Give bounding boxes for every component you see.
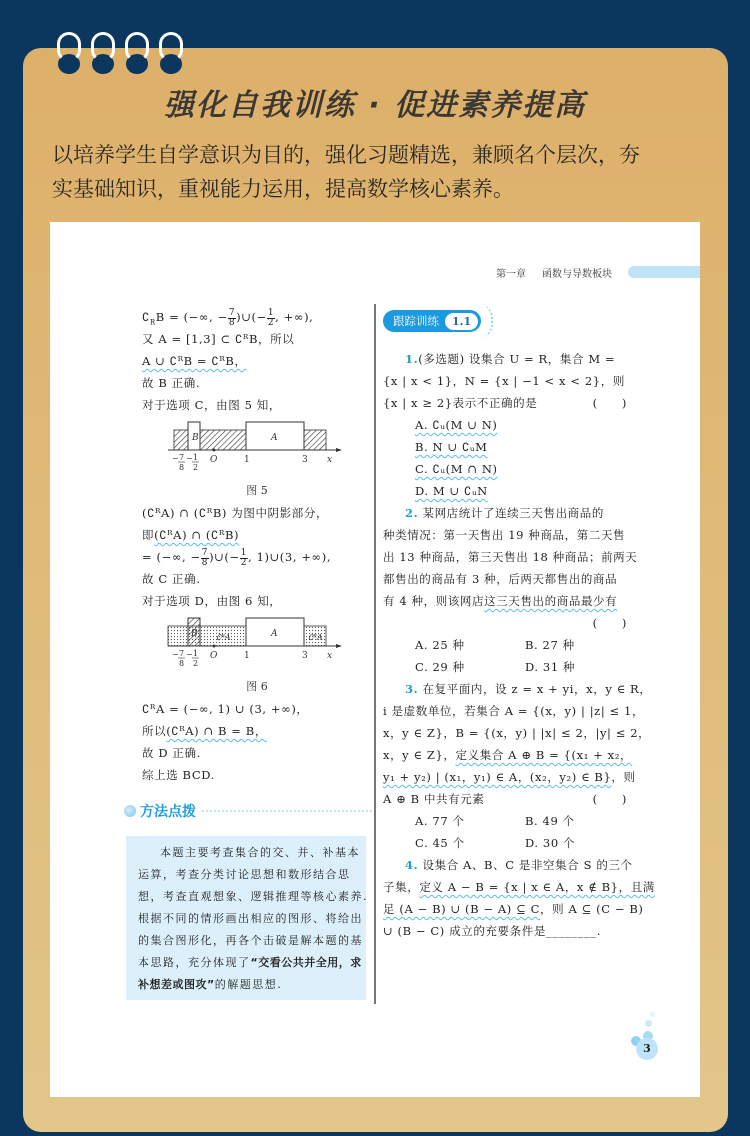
tick-label: 1 xyxy=(244,651,250,661)
chapter-label: 第一章 xyxy=(496,268,526,280)
solution-line: A ∪ ∁ᴿB = ∁ᴿB， xyxy=(142,354,247,368)
question-line: y₁ + y₂) | (x₁，y₁) ∈ A，(x₂，y₂) ∈ B}，则 xyxy=(383,770,636,784)
question-1 xyxy=(383,348,635,502)
answer-option: D. 30 个 xyxy=(525,836,576,850)
question-line: 4. 设集合 A、B、C 是非空集合 S 的三个 xyxy=(405,858,633,872)
ring-icon xyxy=(91,30,115,74)
svg-text:−: − xyxy=(186,650,193,659)
solution-line: 对于选项 C，由图 5 知， xyxy=(142,398,281,412)
answer-option: C. ∁ᵤ(M ∩ N) xyxy=(415,462,498,476)
question-line: ( ) xyxy=(592,616,627,630)
answer-option: C. 45 个 xyxy=(415,836,465,850)
solution-line: (∁ᴿA) ∩ (∁ᴿB) 为图中阴影部分， xyxy=(142,506,329,520)
solution-line: 对于选项 D，由图 6 知， xyxy=(142,594,282,608)
question-line: 种类情况：第一天售出 19 种商品，第二天售 xyxy=(383,528,626,542)
tick-label: 7 xyxy=(179,649,185,658)
complement-a-label: ∁ᴿA xyxy=(216,633,231,642)
badge-label: 跟踪训练 xyxy=(393,314,439,328)
answer-option: A. 25 种 xyxy=(415,638,465,652)
solution-line: 综上选 BCD. xyxy=(142,768,215,782)
binder-rings xyxy=(57,30,187,76)
set-a-label: A xyxy=(271,629,278,639)
book-page xyxy=(50,222,700,1097)
figure-6-caption: 图 6 xyxy=(246,680,268,693)
column-divider xyxy=(374,304,376,1004)
set-a-label: A xyxy=(271,433,278,443)
method-section-title xyxy=(124,796,372,826)
axis-label: x xyxy=(327,455,333,465)
running-head xyxy=(496,264,700,280)
solution-line: 故 B 正确. xyxy=(142,376,201,390)
question-line: 1.(多选题) 设集合 U = R，集合 M = xyxy=(405,352,616,366)
practice-header xyxy=(383,310,635,340)
tick-label: 2 xyxy=(193,463,199,472)
answer-option: B. 49 个 xyxy=(525,814,575,828)
answer-option: D. M ∪ ∁ᵤN xyxy=(415,484,488,498)
origin-label: O xyxy=(210,651,218,661)
figure-6-number-line xyxy=(164,614,372,676)
solution-line: 即(∁ᴿA) ∩ (∁ᴿB) xyxy=(142,528,240,542)
answer-options-row xyxy=(383,656,635,678)
solution-line: = (−∞, − $\frac{7}{8}$ )∪(− $\frac{1}{2}$ , 1)∪(3, +∞), xyxy=(142,547,332,568)
origin-label: O xyxy=(210,455,218,465)
axis-label: x xyxy=(327,651,333,661)
tick-label: 2 xyxy=(193,659,199,668)
tick-label: 1 xyxy=(193,453,199,462)
answer-option: B. N ∪ ∁ᵤM xyxy=(415,440,488,454)
tip-line: 想，考查直观想象、逻辑推理等核心素养. xyxy=(138,890,368,903)
answer-option: A. 77 个 xyxy=(415,814,465,828)
question-line: 都售出的商品有 3 种，后两天都售出的商品 xyxy=(383,572,618,586)
question-line: 2. 某网店统计了连续三天售出商品的 xyxy=(405,506,604,520)
running-head-bar xyxy=(628,266,700,278)
section-label: 函数与导数板块 xyxy=(542,268,612,280)
tip-line: 的集合图形化，再各个击破是解本题的基 xyxy=(138,934,363,947)
svg-text:−: − xyxy=(186,454,193,463)
tick-label: 3 xyxy=(302,651,308,661)
question-line: 足 (A − B) ∪ (B − A) ⊆ C，则 A ⊆ (C − B) xyxy=(383,902,644,916)
tick-label: 8 xyxy=(179,463,185,472)
figure-5-number-line xyxy=(164,418,372,480)
set-b-label: B xyxy=(192,433,199,443)
right-column xyxy=(383,310,655,942)
answer-option: C. 29 种 xyxy=(415,660,465,674)
bullet-icon xyxy=(124,805,136,817)
tip-line: 根据不同的情形画出相应的图形、将给出 xyxy=(138,912,363,925)
intro-line: 以培养学生自学意识为目的，强化习题精选，兼顾名个层次，夯 xyxy=(52,143,640,167)
left-column xyxy=(138,306,372,1000)
ring-icon xyxy=(125,30,149,74)
question-line: {x | x ≥ 2}表示不正确的是 ( ) xyxy=(383,396,627,410)
tick-label: 1 xyxy=(244,455,250,465)
tick-label: 8 xyxy=(179,659,185,668)
answer-option: A. ∁ᵤ(M ∪ N) xyxy=(415,418,498,432)
figure-5-caption: 图 5 xyxy=(246,484,268,497)
page-number: 3 xyxy=(636,1038,658,1060)
answer-options-row xyxy=(383,810,635,832)
question-line: x，y ∈ Z}，B = {(x，y) | |x| ≤ 2，|y| ≤ 2， xyxy=(383,726,651,740)
question-line: 子集，定义 A − B = {x | x ∈ A，x ∉ B}，且满 xyxy=(383,880,655,894)
question-line: A ⊕ B 中共有元素 ( ) xyxy=(383,792,627,806)
sparkle-decoration xyxy=(475,304,493,338)
intro-text xyxy=(52,138,712,206)
svg-text:−: − xyxy=(172,454,179,463)
solution-line: 故 C 正确. xyxy=(142,572,201,586)
question-line: i 是虚数单位，若集合 A = {(x，y) | |z| ≤ 1， xyxy=(383,704,645,718)
tick-label: 7 xyxy=(179,453,185,462)
tip-line: 本题主要考查集合的交、并、补基本 xyxy=(160,846,360,859)
method-tip-box xyxy=(126,836,366,1000)
tip-line: 补想差或图攻”的解题思想. xyxy=(138,978,283,991)
svg-text:−: − xyxy=(172,650,179,659)
question-2 xyxy=(383,502,638,678)
question-line: 3. 在复平面内，设 z = x + yi，x，y ∈ R， xyxy=(405,682,652,696)
ring-icon xyxy=(159,30,183,74)
method-title-text: 方法点拨 xyxy=(140,804,196,820)
question-3 xyxy=(383,678,652,854)
tick-label: 3 xyxy=(302,455,308,465)
solution-line: ∁ᴿA = (−∞, 1) ∪ (3, +∞)， xyxy=(142,702,309,716)
intro-line: 实基础知识，重视能力运用，提高数学核心素养。 xyxy=(52,177,514,201)
answer-options-row xyxy=(383,634,635,656)
dotted-rule xyxy=(202,810,372,812)
question-line: 有 4 种，则该网店这三天售出的商品最少有 xyxy=(383,594,618,608)
ring-icon xyxy=(57,30,81,74)
solution-line: 所以(∁ᴿA) ∩ B = B， xyxy=(142,724,267,738)
practice-badge xyxy=(383,310,481,332)
question-line: {x | x < 1}，N = {x | −1 < x < 2}，则 xyxy=(383,374,625,388)
question-4 xyxy=(383,854,655,942)
tip-line: 本思路，充分体现了“交看公共并全用，求 xyxy=(138,956,362,969)
solution-line: 故 D 正确. xyxy=(142,746,201,760)
answer-option: B. 27 种 xyxy=(525,638,575,652)
answer-option: D. 31 种 xyxy=(525,660,576,674)
headline: 强化自我训练 · 促进素养提高 xyxy=(163,88,587,123)
answer-options-row xyxy=(383,832,635,854)
question-line: 出 13 种商品，第三天售出 18 种商品；前两天 xyxy=(383,550,638,564)
set-b-label: B xyxy=(191,629,198,639)
complement-a-label: ∁ᴿA xyxy=(308,633,323,642)
solution-line: $∁_RB$ = (−∞, − $\frac{7}{8}$ )∪(− $\frac{1}{2}$ , +∞), xyxy=(142,307,314,328)
tip-line: 运算，考查分类讨论思想和数形结合思 xyxy=(138,868,351,881)
badge-number: 1.1 xyxy=(445,313,478,330)
question-line: ∪ (B − C) 成立的充要条件是________. xyxy=(383,924,601,938)
solution-line: 又 A = [1,3] ⊂ ∁ᴿB，所以 xyxy=(142,332,295,346)
tick-label: 1 xyxy=(193,649,199,658)
question-line: x，y ∈ Z}，定义集合 A ⊕ B = {(x₁ + x₂， xyxy=(383,748,633,762)
